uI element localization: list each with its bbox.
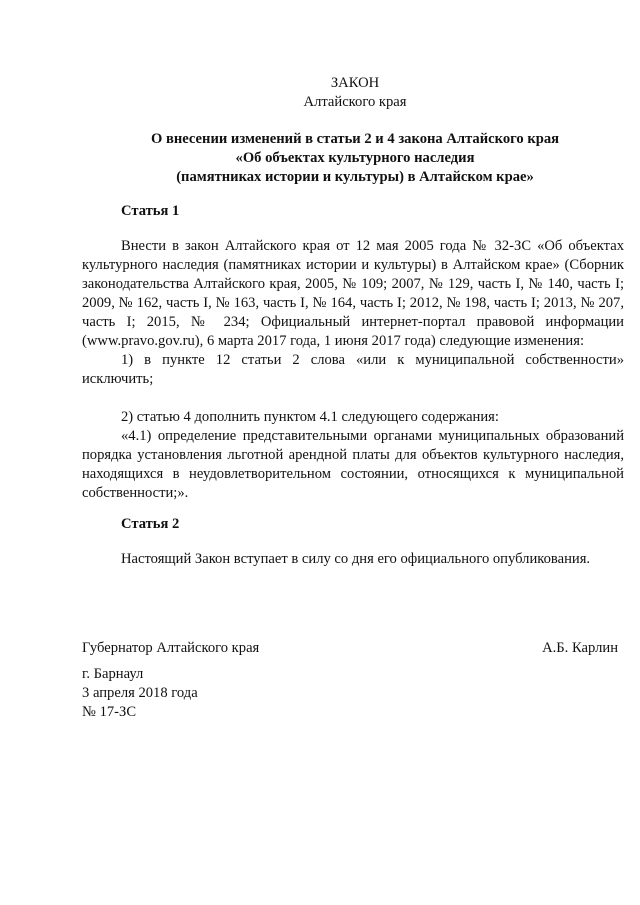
footer-date: 3 апреля 2018 года [82, 685, 198, 701]
article-1-heading: Статья 1 [121, 203, 180, 219]
article-1-item-2-text: «4.1) определение представительными органами муниципальных образований порядка установления льготной арендной платы для объектов культурного наследия, находящихся в неудовлетворительном состоянии, относящихся к муниципальной собственности;». [82, 428, 624, 501]
article-2-text: Настоящий Закон вступает в силу со дня его официального опубликования. [121, 551, 591, 567]
doc-title-line-3: (памятниках истории и культуры) в Алтайском крае» [176, 169, 534, 185]
article-1-item-2-block [82, 408, 624, 503]
article-1-body [82, 237, 624, 389]
signature-position: Губернатор Алтайского края [82, 640, 260, 656]
document-footer [82, 665, 198, 722]
article-2-body [82, 550, 624, 569]
article-2-heading: Статья 2 [121, 516, 180, 532]
doc-title-line-1: О внесении изменений в статьи 2 и 4 закона Алтайского края [150, 131, 560, 147]
doc-region: Алтайского края [303, 94, 407, 110]
doc-title-line-2: «Об объектах культурного наследия [235, 150, 475, 166]
signature-name: А.Б. Карлин [542, 640, 618, 656]
footer-number: № 17-ЗС [82, 704, 137, 720]
doc-type: ЗАКОН [330, 75, 380, 91]
article-1-item-2: 2) статью 4 дополнить пунктом 4.1 следующего содержания: [121, 409, 499, 425]
footer-city: г. Барнаул [82, 666, 144, 682]
article-1-intro: Внести в закон Алтайского края от 12 мая 2005 года № 32-ЗС «Об объектах культурного наследия (памятниках истории и культуры) в Алтайском крае» (Сборник законодательства Алтайского края, 2005, № 109; 2007, № 129, часть I, № 140, часть I; 2009, № 162, часть I, № 163, часть I, № 164, часть I; 2012, № 198, часть I; 2013, № 207, часть I; 2015, № 234; Официальный интернет-портал правовой информации (www.pravo.gov.ru), 6 марта 2017 года, 1 июня 2017 года) следующие изменения: [82, 238, 624, 349]
article-1-item-1: 1) в пункте 12 статьи 2 слова «или к муниципальной собственности» исключить; [82, 352, 624, 387]
